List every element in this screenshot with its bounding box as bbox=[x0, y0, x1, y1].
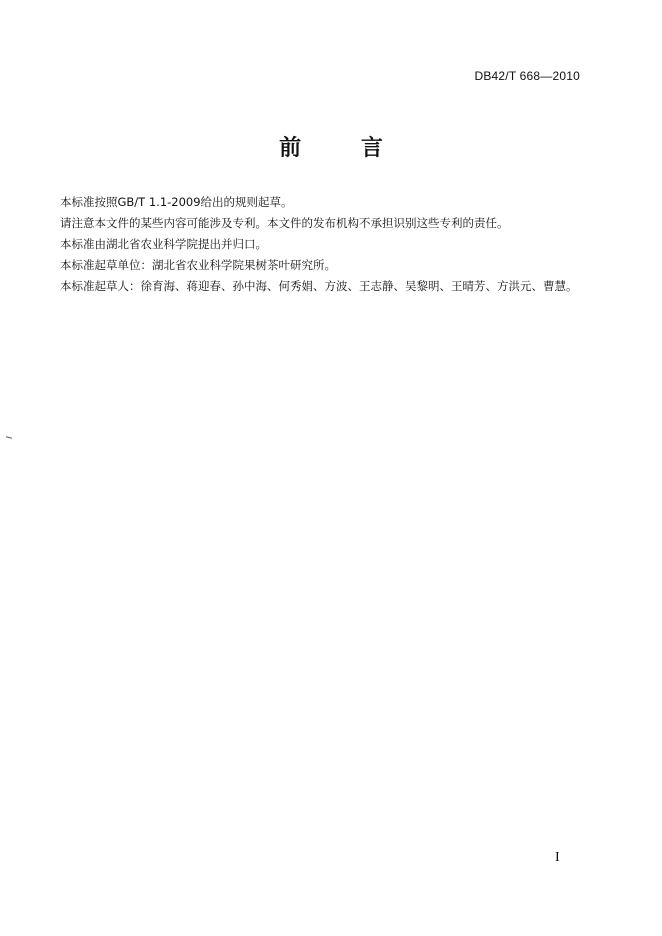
page-number: I bbox=[555, 850, 560, 865]
paragraph-drafters: 本标准起草人：徐育海、蒋迎春、孙中海、何秀娟、方波、王志静、吴黎明、王晴芳、方洪元、曹慧。 bbox=[60, 279, 578, 293]
standard-code: DB42/T 668—2010 bbox=[474, 69, 580, 83]
paragraph-proposer: 本标准由湖北省农业科学院提出并归口。 bbox=[60, 237, 267, 251]
paragraph-patent-notice: 请注意本文件的某些内容可能涉及专利。本文件的发布机构不承担识别这些专利的责任。 bbox=[60, 216, 509, 230]
paragraph-drafting-unit: 本标准起草单位：湖北省农业科学院果树茶叶研究所。 bbox=[60, 258, 336, 272]
foreword-body bbox=[60, 192, 620, 297]
scan-artifact bbox=[6, 436, 12, 439]
paragraph-drafting-rules: 本标准按照GB/T 1.1-2009给出的规则起草。 bbox=[60, 195, 293, 209]
page-title: 前 言 bbox=[279, 136, 409, 161]
